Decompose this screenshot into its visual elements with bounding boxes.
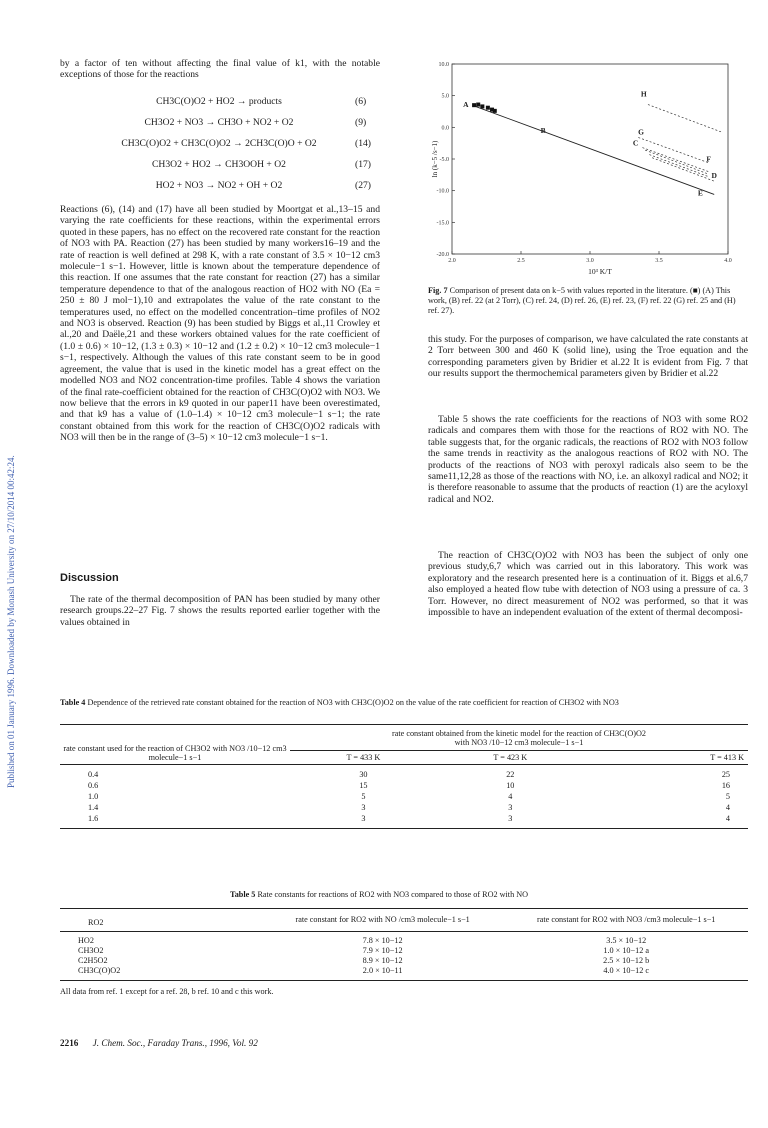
table4-cell: 0.6 [88, 781, 99, 790]
y-tick-label: 5.0 [441, 93, 449, 100]
x-axis-label: 10³ K/T [588, 267, 612, 276]
table5-footnote: All data from ref. 1 except for a ref. 28, b ref. 10 and c this work. [60, 987, 274, 996]
table5-caption [230, 890, 730, 900]
table4-temp-header: T = 413 K [710, 753, 744, 762]
table4-cell: 16 [721, 781, 730, 790]
table4-caption-label: Table 4 [60, 698, 86, 707]
table5-cell: 7.9 × 10−12 [362, 946, 403, 955]
y-tick-label: 0.0 [441, 125, 449, 132]
y-tick-label: -20.0 [436, 252, 449, 258]
table4-row [60, 780, 748, 791]
section-heading: Discussion [60, 572, 119, 584]
page-number: 2216 [60, 1038, 79, 1048]
x-tick-label: 2.5 [517, 258, 525, 264]
paragraph-left-2: The rate of the thermal decomposition of PAN has been studied by many other research groups.22–27 Fig. 7 shows the results reported earlier together with the values obtained in [60, 594, 380, 628]
table5-caption-text: Rate constants for reactions of RO2 with NO3 compared to those of RO2 with NO [257, 890, 529, 899]
data-point-A [476, 103, 480, 107]
table4-row [60, 813, 748, 824]
dashed-line-F [645, 150, 708, 174]
table5-row [60, 932, 748, 947]
table5-row [60, 946, 748, 956]
table5-cell: 8.9 × 10−12 [362, 956, 403, 965]
x-tick-label: 2.0 [448, 258, 456, 264]
table5-cell: 2.5 × 10−12 b [603, 956, 650, 965]
y-tick-label: -15.0 [436, 220, 449, 227]
series-label-H: H [640, 89, 647, 99]
equation-number: (14) [355, 138, 371, 149]
table5-header: rate constant for RO2 with NO3 /cm3 molecule−1 s−1 [537, 915, 716, 924]
table5-cell: C2H5O2 [78, 956, 108, 965]
figure-caption-label: Fig. 7 [428, 286, 448, 295]
equation-1: CH3C(O)O2 + HO2 → products [156, 96, 282, 107]
table5-row [60, 966, 748, 976]
series-label-F: F [706, 154, 711, 164]
data-point-A [486, 106, 490, 110]
table4-cell: 22 [506, 770, 515, 779]
table4-col1-header: rate constant used for the reaction of CH3O2 with NO3 /10−12 cm3 molecule−1 s−1 [63, 744, 287, 762]
table-4 [60, 724, 748, 829]
intro-text: by a factor of ten without affecting the final value of k1, with the notable exceptions of those for the reactions [60, 58, 380, 81]
figure-caption [428, 286, 746, 316]
table5-cell: CH3O2 [78, 946, 104, 955]
table4-cell: 3 [361, 803, 366, 812]
table5-header: RO2 [88, 918, 104, 927]
table4-cell: 4 [725, 803, 730, 812]
table4-cell: 1.0 [88, 792, 99, 801]
equation-number: (6) [355, 96, 367, 107]
series-label-D: D [711, 171, 717, 180]
x-tick-label: 3.5 [655, 258, 663, 264]
table4-cell: 5 [725, 792, 730, 801]
equation-4: CH3O2 + HO2 → CH3OOH + O2 [152, 159, 286, 170]
series-label-A: A [463, 100, 469, 110]
table5-cell: CH3C(O)O2 [78, 966, 121, 975]
table4-cell: 15 [359, 781, 368, 790]
equation-5: HO2 + NO3 → NO2 + OH + O2 [155, 180, 283, 191]
paragraph-right-3: The reaction of CH3C(O)O2 with NO3 has been the subject of only one previous study,6,7 which was carried out in this laboratory. This work was exploratory and the research presented here is a continuation of it. Biggs et al.6,7 also employed a heated flow tube with detection of NO3 using a pressure of ca. 3 Torr. However, no direct measurement of NO2 was performed, so that it was impossible to have an independent evaluation of the extent of thermal decomposi- [428, 550, 748, 619]
table5-row [60, 956, 748, 966]
table5-cell: 2.0 × 10−11 [362, 966, 403, 975]
table4-caption-text: Dependence of the retrieved rate constant obtained for the reaction of NO3 with CH3C(O)O2 on the value of the rate coefficient for reaction of CH3O2 with NO3 [87, 698, 619, 707]
series-label-B: B [540, 126, 546, 136]
table4-cell: 1.4 [88, 803, 99, 812]
table5-header: rate constant for RO2 with NO /cm3 molecule−1 s−1 [295, 915, 470, 924]
table4-cell: 3 [361, 814, 366, 823]
figure-7 [428, 58, 740, 283]
dashed-line-C [642, 148, 708, 172]
table4-cell: 4 [725, 814, 730, 823]
y-axis-label: ln (k−5 /s−1) [431, 140, 439, 178]
table4-caption [60, 698, 748, 708]
series-label-E: E [697, 188, 703, 198]
equation-3: CH3C(O)O2 + CH3C(O)O2 → 2CH3C(O)O + O2 [121, 138, 317, 149]
download-notice: Published on 01 January 1996. Downloaded by Monash University on 27/10/2014 00:42:24. [6, 455, 16, 788]
journal-citation: J. Chem. Soc., Faraday Trans., 1996, Vol. 92 [92, 1038, 258, 1048]
line-B [475, 106, 714, 194]
y-tick-label: 10.0 [438, 62, 449, 68]
table5-cell: 3.5 × 10−12 [606, 936, 647, 945]
paragraph-left-1: Reactions (6), (14) and (17) have all been studied by Moortgat et al.,13–15 and varying the rate coefficients for these reactions, within the experimental errors quoted in these papers, has no effect on the recovered rate constant for the reaction of NO3 with PA. Reaction (27) has been studied by many workers16–19 and the rate of reaction is well defined at 298 K, with a rate constant of 3.5 × 10−12 cm3 molecule−1 s−1. However, little is known about the temperature dependence of this reaction. If one assumes that the rate constant for reaction (27) has a similar temperature dependence to that of the analogous reaction of HO2 with NO (Ea = 250 ± 80 J mol−1),10 and extrapolates the value of the rate constant to the temperatures used, no effect on the modelled concentration–time profiles of NO2 and NO3 is observed. Reaction (9) has been studied by Biggs et al.,11 Crowley et al.,20 and Daële,21 and these workers obtained values for the rate coefficient of (1.0 ± 0.6) × 10−12, (1.3 ± 0.3) × 10−12 and (1.2 ± 0.2) × 10−12 cm3 molecule−1 s−1, respectively. Although the values of this rate constant seem to be in good agreement, the value that is used in the kinetic model has a great effect on the modelled NO3 and NO2 concentration-time profiles. Table 4 shows the variation of the final rate-coefficient obtained for the reaction of CH3C(O)O2 with NO3. We now believe that the errors in k9 quoted in our paper11 have been overestimated, and that k9 has a value of (1.0–1.4) × 10−12 cm3 molecule−1 s−1; the rate constant obtained from this work for the reaction of CH3C(O)O2 radicals with NO3 will then be in the range of (3–5) × 10−12 cm3 molecule−1 s−1. [60, 204, 380, 444]
x-tick-label: 3.0 [586, 258, 594, 264]
y-tick-label: -5.0 [439, 157, 449, 163]
table4-cell: 4 [508, 792, 513, 801]
table4-cell: 5 [361, 792, 366, 801]
table5-cell: 7.8 × 10−12 [362, 936, 403, 945]
data-point-A [472, 103, 476, 107]
table4-cell: 3 [508, 803, 513, 812]
paragraph-right-2: Table 5 shows the rate coefficients for the reactions of NO3 with some RO2 radicals and compares them with those for the reactions of RO2 with NO. The table suggests that, for the organic radicals, the reactions of RO2 with NO3 follow the same trends in reactivity as the analogous reactions of RO2 with NO. The products of the reactions of NO3 with peroxyl radicals also seem to be the same11,12,28 as those of the reactions with NO, i.e. an alkoxyl radical and NO2; it is therefore reasonable to assume that the products of reaction (1) are the acyloxyl radical and NO2. [428, 414, 748, 505]
equation-number: (27) [355, 180, 371, 191]
table4-group-header: rate constant obtained from the kinetic model for the reaction of CH3C(O)O2 with NO3 /10−12 cm3 molecule−1 s−1 [392, 729, 646, 747]
dashed-line-E [652, 158, 714, 181]
equation-number: (9) [355, 117, 367, 128]
y-tick-label: -10.0 [436, 188, 449, 195]
paragraph-right-1: this study. For the purposes of comparison, we have calculated the rate constants at 2 Torr between 300 and 460 K (solid line), using the Troe equation and the corresponding parameters given by Bridier et al.22 It is evident from Fig. 7 that our results support the thermochemical parameters given by Bridier et al.22 [428, 334, 748, 380]
table4-cell: 0.4 [88, 770, 99, 779]
equation-number: (17) [355, 159, 371, 170]
table4-row [60, 802, 748, 813]
plot-frame [452, 64, 728, 254]
table4-cell: 3 [508, 814, 513, 823]
series-label-G: G [638, 127, 644, 137]
table5-caption-label: Table 5 [230, 890, 256, 899]
data-point-A [493, 109, 497, 113]
arrhenius-plot [428, 58, 740, 283]
dashed-line-H [648, 105, 723, 133]
table4-temp-header: T = 433 K [346, 753, 381, 762]
equation-2: CH3O2 + NO3 → CH3O + NO2 + O2 [144, 117, 294, 128]
table4-cell: 25 [721, 770, 730, 779]
table-5 [60, 908, 748, 996]
page-footer [60, 1038, 258, 1048]
table5-cell: 4.0 × 10−12 c [603, 966, 650, 975]
table4-cell: 30 [359, 770, 368, 779]
table5-cell: 1.0 × 10−12 a [603, 946, 650, 955]
table4-row [60, 791, 748, 802]
table4-cell: 10 [506, 781, 515, 790]
table4-row [60, 765, 748, 781]
figure-caption-text: Comparison of present data on k−5 with values reported in the literature. (■) (A) This work, (B) ref. 22 (at 2 Torr), (C) ref. 24, (D) ref. 26, (E) ref. 23, (F) ref. 22 (G) ref. 25 and (H) ref. 27). [428, 286, 736, 315]
table4-temp-header: T = 423 K [493, 753, 528, 762]
series-label-C: C [632, 138, 639, 148]
table5-cell: HO2 [78, 936, 94, 945]
table4-cell: 1.6 [88, 814, 99, 823]
x-tick-label: 4.0 [724, 258, 732, 264]
data-point-A [480, 104, 484, 108]
